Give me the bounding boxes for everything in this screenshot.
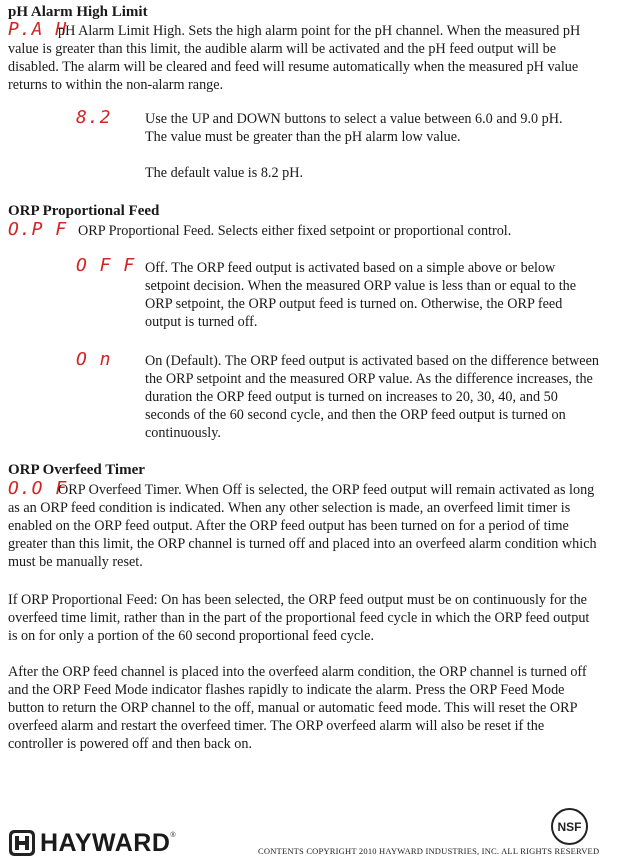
nsf-logo: [551, 808, 588, 845]
hayward-wordmark: HAYWARD: [40, 828, 171, 857]
registered-mark: ®: [170, 832, 176, 839]
orp-proportional-description: ORP Proportional Feed. Selects either fixed setpoint or proportional control.: [78, 223, 512, 239]
display-code-opf: O.P F: [8, 219, 68, 240]
section-heading-orp-overfeed: ORP Overfeed Timer: [8, 462, 145, 478]
display-code-off: O F F: [76, 255, 136, 276]
ph-alarm-high-value-description: Use the UP and DOWN buttons to select a value between 6.0 and 9.0 pH. The value must be greater than the pH alarm low value.: [145, 111, 563, 145]
hayward-logo: [8, 828, 176, 858]
display-code-pah: P.A H: [8, 19, 68, 40]
display-code-on: O n: [76, 349, 112, 370]
orp-overfeed-description: ORP Overfeed Timer. When Off is selected, the ORP feed output will remain activated as long as an ORP feed condition is indicated. When any other selection is made, an overfeed limit timer is enabled on the ORP feed output. After the ORP feed output has been turned on for a period of time greater than this limit, the ORP channel is turned off and placed into an overfeed alarm condition which must be manually reset.: [8, 482, 597, 570]
display-code-oof: O.O F: [8, 478, 68, 499]
copyright-notice: CONTENTS COPYRIGHT 2010 HAYWARD INDUSTRIES, INC. ALL RIGHTS RESERVED: [258, 846, 600, 856]
orp-proportional-off-description: Off. The ORP feed output is activated based on a simple above or below setpoint decision. When the measured ORP value is less than or equal to the ORP setpoint, the ORP output feed is turned on. Otherwise, the ORP feed output is turned off.: [145, 260, 577, 330]
orp-overfeed-paragraph-2: If ORP Proportional Feed: On has been selected, the ORP feed output must be on continuously for the overfeed time limit, rather than in the part of the proportional feed cycle in which the ORP feed output is on for only a portion of the 60 second proportional feed cycle.: [8, 592, 590, 644]
nsf-text: NSF: [557, 819, 582, 834]
hayward-h-icon: [8, 829, 36, 857]
section-heading-orp-proportional: ORP Proportional Feed: [8, 203, 160, 219]
orp-overfeed-paragraph-3: After the ORP feed channel is placed into the overfeed alarm condition, the ORP channel is turned off and the ORP Feed Mode indicator flashes rapidly to indicate the alarm. Press the ORP Feed Mode button to return the ORP channel to the off, manual or automatic feed mode. This will reset the ORP overfeed alarm and restart the overfeed timer. The ORP overfeed alarm will also be reset if the controller is powered off and then back on.: [8, 664, 587, 752]
ph-alarm-high-default: The default value is 8.2 pH.: [145, 165, 303, 181]
orp-proportional-on-description: On (Default). The ORP feed output is activated based on the difference between the ORP setpoint and the measured ORP value. As the difference increases, the duration the ORP feed output is turned on increases to 20, 30, 40, and 50 seconds of the 60 second cycle, and then the ORP feed output is turned on continuously.: [145, 353, 599, 441]
ph-alarm-high-description: pH Alarm Limit High. Sets the high alarm point for the pH channel. When the measured pH value is greater than this limit, the audible alarm will be activated and the pH feed output will be disabled. The alarm will be cleared and feed will resume automatically when the measured pH value returns to within the non-alarm range.: [8, 23, 581, 93]
display-code-value: 8.2: [76, 107, 112, 128]
section-heading-ph-alarm-high: pH Alarm High Limit: [8, 4, 148, 20]
